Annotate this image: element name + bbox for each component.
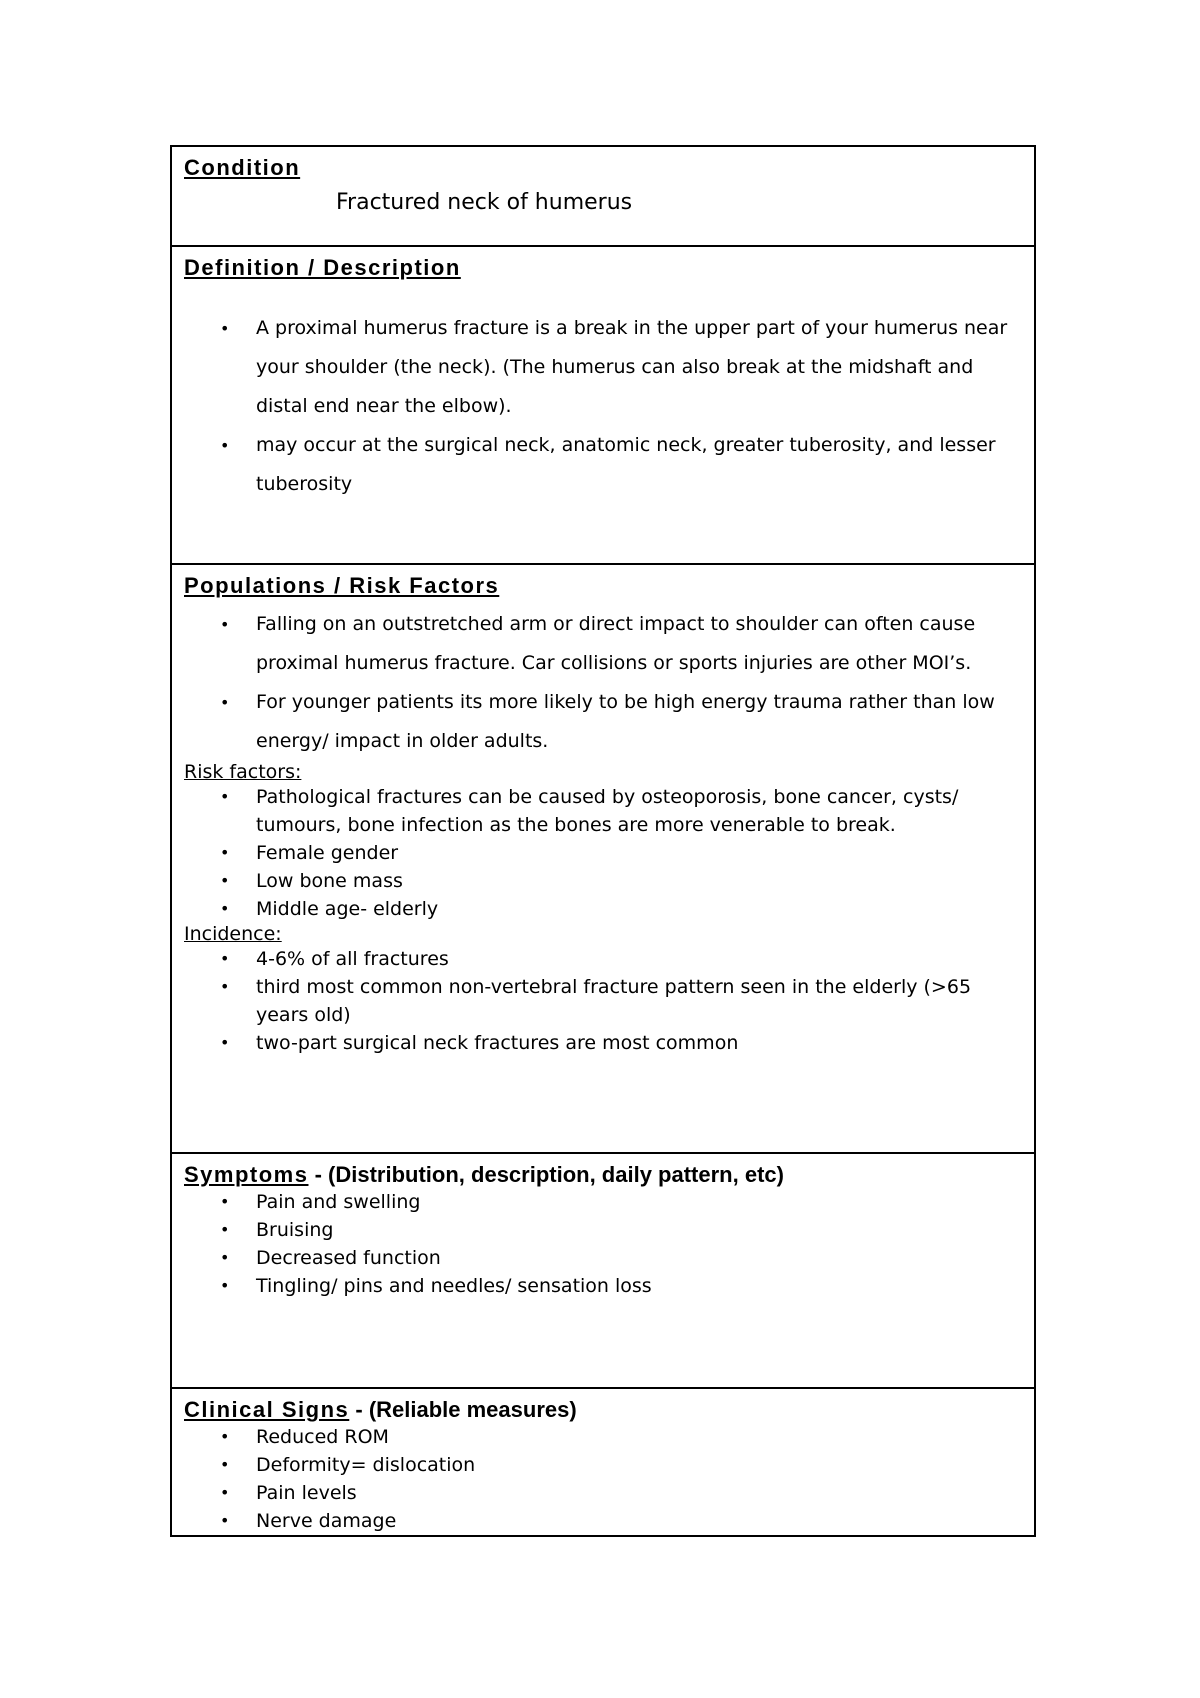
definition-row (172, 245, 1034, 563)
bullet-icon: • (220, 615, 230, 634)
list-item (184, 945, 1022, 973)
bullet-icon: • (220, 693, 230, 712)
list-item (184, 1216, 1022, 1244)
list-item-text: Female gender (256, 842, 399, 864)
list-item (184, 1188, 1022, 1216)
clinical-signs-heading-line (184, 1397, 1022, 1423)
list-item (184, 605, 1022, 683)
bullet-icon: • (220, 1483, 230, 1502)
list-item (184, 1272, 1022, 1300)
list-item-text: Bruising (256, 1219, 334, 1241)
bullet-icon: • (220, 871, 230, 890)
bullet-icon: • (220, 319, 230, 338)
symptoms-row (172, 1152, 1034, 1387)
bullet-icon: • (220, 1220, 230, 1239)
list-item (184, 783, 1022, 839)
bullet-icon: • (220, 1427, 230, 1446)
list-item (184, 973, 1022, 1029)
populations-list (184, 605, 1022, 761)
condition-heading: Condition (184, 155, 301, 180)
list-item-text: Low bone mass (256, 870, 403, 892)
clinical-signs-heading: Clinical Signs (184, 1397, 350, 1422)
list-item-text: Falling on an outstretched arm or direct impact to shoulder can often cause proximal humerus fracture. Car collisions or sports injuries are other MOI’s. (256, 613, 976, 674)
symptoms-list (184, 1188, 1022, 1300)
bullet-icon: • (220, 1455, 230, 1474)
list-item-text: For younger patients its more likely to be high energy trauma rather than low energy/ impact in older adults. (256, 691, 995, 752)
clinical-signs-heading-suffix: - (Reliable measures) (349, 1397, 577, 1422)
bullet-icon: • (220, 949, 230, 968)
list-item (184, 1423, 1022, 1451)
bullet-icon: • (220, 1276, 230, 1295)
incidence-label: Incidence: (184, 923, 282, 945)
list-item-text: Pain levels (256, 1482, 357, 1504)
list-item-text: Tingling/ pins and needles/ sensation loss (256, 1275, 652, 1297)
bullet-icon: • (220, 436, 230, 455)
clinical-signs-list (184, 1423, 1022, 1535)
list-item (184, 426, 1022, 504)
list-item-text: Reduced ROM (256, 1426, 389, 1448)
bullet-icon: • (220, 1033, 230, 1052)
bullet-icon: • (220, 899, 230, 918)
condition-table (170, 145, 1036, 1537)
list-item-text: Decreased function (256, 1247, 441, 1269)
symptoms-heading: Symptoms (184, 1162, 309, 1187)
list-item-text: Nerve damage (256, 1510, 397, 1532)
list-item (184, 1244, 1022, 1272)
list-item (184, 867, 1022, 895)
clinical-signs-row (172, 1387, 1034, 1535)
bullet-icon: • (220, 1248, 230, 1267)
risk-factors-label: Risk factors: (184, 761, 302, 783)
list-item-text: 4-6% of all fractures (256, 948, 449, 970)
definition-list (184, 309, 1022, 504)
list-item (184, 309, 1022, 426)
symptoms-heading-line (184, 1162, 1022, 1188)
symptoms-heading-suffix: - (Distribution, description, daily pattern, etc) (308, 1162, 784, 1187)
list-item (184, 1451, 1022, 1479)
list-item-text: Deformity= dislocation (256, 1454, 476, 1476)
condition-row (172, 147, 1034, 245)
list-item-text: Pathological fractures can be caused by osteoporosis, bone cancer, cysts/ tumours, bone infection as the bones are more venerable to break. (256, 786, 959, 836)
list-item (184, 1507, 1022, 1535)
incidence-list (184, 945, 1022, 1057)
bullet-icon: • (220, 843, 230, 862)
bullet-icon: • (220, 1192, 230, 1211)
bullet-icon: • (220, 977, 230, 996)
list-item-text: may occur at the surgical neck, anatomic neck, greater tuberosity, and lesser tuberosity (256, 434, 996, 495)
bullet-icon: • (220, 1511, 230, 1530)
list-item-text: Middle age- elderly (256, 898, 439, 920)
populations-row (172, 563, 1034, 1152)
list-item (184, 839, 1022, 867)
definition-heading: Definition / Description (184, 255, 461, 280)
populations-heading: Populations / Risk Factors (184, 573, 500, 598)
bullet-icon: • (220, 787, 230, 806)
list-item-text: two-part surgical neck fractures are most common (256, 1032, 739, 1054)
risk-factors-list (184, 783, 1022, 923)
list-item-text: Pain and swelling (256, 1191, 421, 1213)
list-item (184, 683, 1022, 761)
condition-value: Fractured neck of humerus (336, 190, 633, 215)
list-item-text: third most common non-vertebral fracture pattern seen in the elderly (>65 years old) (256, 976, 972, 1026)
list-item (184, 895, 1022, 923)
list-item (184, 1029, 1022, 1057)
list-item-text: A proximal humerus fracture is a break in the upper part of your humerus near your shoulder (the neck). (The humerus can also break at the midshaft and distal end near the elbow). (256, 317, 1008, 417)
list-item (184, 1479, 1022, 1507)
